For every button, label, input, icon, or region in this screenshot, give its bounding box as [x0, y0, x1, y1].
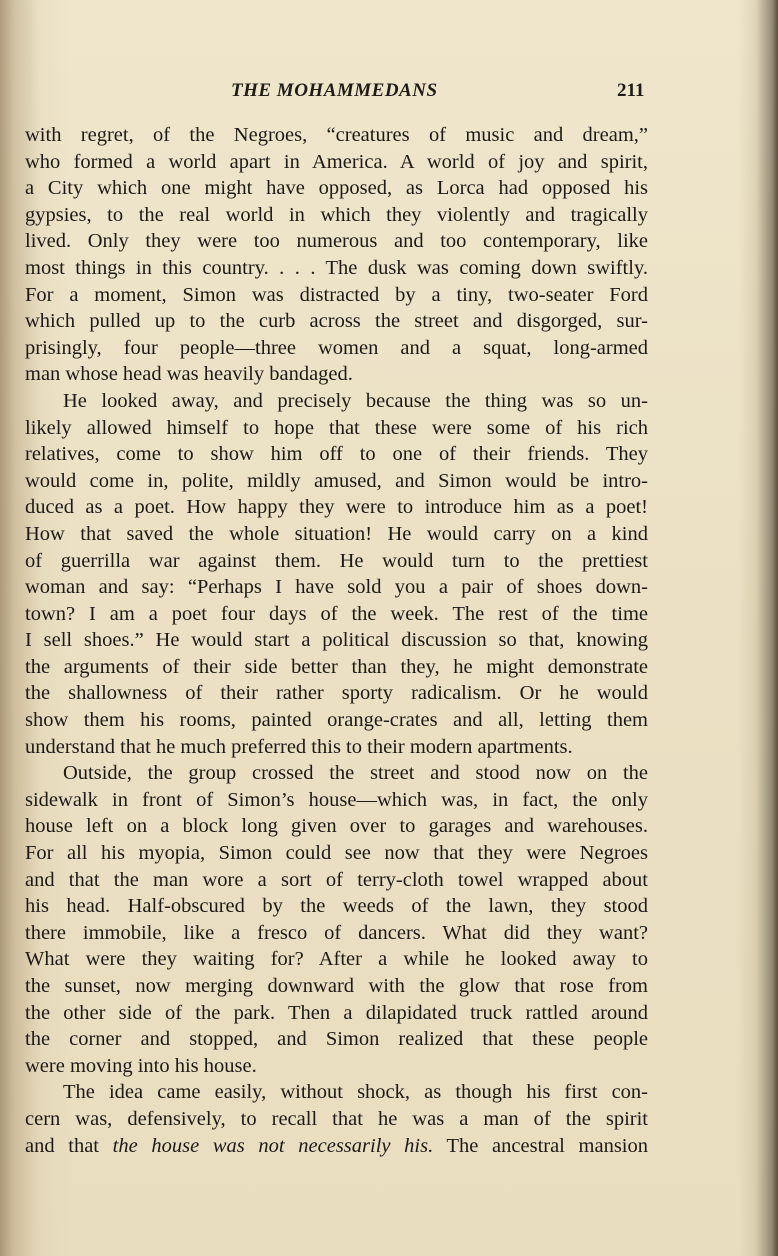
- text-line: For all his myopia, Simon could see now that they were Negroes: [25, 842, 648, 865]
- text-line: who formed a world apart in America. A world of joy and spirit,: [25, 150, 648, 173]
- text-line: prisingly, four people—three women and a squat, long-armed: [25, 336, 648, 359]
- text-line: For a moment, Simon was distracted by a tiny, two-seater Ford: [25, 283, 648, 306]
- text-line: show them his rooms, painted orange-crates and all, letting them: [25, 709, 648, 732]
- text-line: man whose head was heavily bandaged.: [25, 363, 353, 386]
- paragraph-first-line: Outside, the group crossed the street and stood now on the: [63, 762, 648, 785]
- text-line: there immobile, like a fresco of dancers. What did they want?: [25, 921, 648, 944]
- text-line: likely allowed himself to hope that these were some of his rich: [25, 416, 648, 439]
- italic-phrase: the house was not necessarily his.: [112, 1134, 434, 1157]
- text-line: would come in, polite, mildly amused, and Simon would be intro-: [25, 469, 648, 492]
- text-line: [25, 1133, 648, 1160]
- text-line: were moving into his house.: [25, 1054, 257, 1077]
- text-line: gypsies, to the real world in which they violently and tragically: [25, 203, 648, 226]
- text-line: and that the man wore a sort of terry-cloth towel wrapped about: [25, 868, 648, 891]
- text-segment: and that: [25, 1134, 113, 1157]
- text-line: the other side of the park. Then a dilapidated truck rattled around: [25, 1001, 648, 1024]
- text-line: understand that he much preferred this to their modern apartments.: [25, 735, 573, 758]
- text-line: the corner and stopped, and Simon realized that these people: [25, 1028, 648, 1051]
- text-line: of guerrilla war against them. He would turn to the prettiest: [25, 549, 648, 572]
- text-segment: The ancestral mansion: [433, 1134, 649, 1157]
- page-number: 211: [617, 80, 645, 101]
- text-line: I sell shoes.” He would start a political discussion so that, knowing: [25, 629, 648, 652]
- text-line: most things in this country. . . . The dusk was coming down swiftly.: [25, 256, 648, 279]
- text-line: town? I am a poet four days of the week. The rest of the time: [25, 602, 648, 625]
- paragraph-first-line: The idea came easily, without shock, as though his first con-: [63, 1081, 648, 1104]
- text-line: What were they waiting for? After a while he looked away to: [25, 948, 648, 971]
- text-line: duced as a poet. How happy they were to introduce him as a poet!: [25, 496, 648, 519]
- text-line: relatives, come to show him off to one of their friends. They: [25, 443, 648, 466]
- text-line: cern was, defensively, to recall that he was a man of the spirit: [25, 1107, 648, 1130]
- paragraph-first-line: He looked away, and precisely because the thing was so un-: [63, 389, 648, 412]
- text-line: How that saved the whole situation! He would carry on a kind: [25, 522, 648, 545]
- text-line: sidewalk in front of Simon’s house—which was, in fact, the only: [25, 788, 648, 811]
- text-line: house left on a block long given over to garages and warehouses.: [25, 815, 648, 838]
- text-line: a City which one might have opposed, as Lorca had opposed his: [25, 177, 648, 200]
- text-line: with regret, of the Negroes, “creatures of music and dream,”: [25, 124, 648, 146]
- page-header: [0, 80, 778, 106]
- body-text: [25, 122, 648, 1159]
- text-line: his head. Half-obscured by the weeds of the lawn, they stood: [25, 895, 648, 918]
- text-line: lived. Only they were too numerous and too contemporary, like: [25, 230, 648, 253]
- text-line: woman and say: “Perhaps I have sold you a pair of shoes down-: [25, 576, 648, 599]
- running-head: THE MOHAMMEDANS: [231, 80, 438, 101]
- text-line: the arguments of their side better than they, he might demonstrate: [25, 655, 648, 678]
- text-line: which pulled up to the curb across the street and disgorged, sur-: [25, 310, 648, 333]
- text-line: the sunset, now merging downward with the glow that rose from: [25, 975, 648, 997]
- text-line: the shallowness of their rather sporty radicalism. Or he would: [25, 682, 648, 705]
